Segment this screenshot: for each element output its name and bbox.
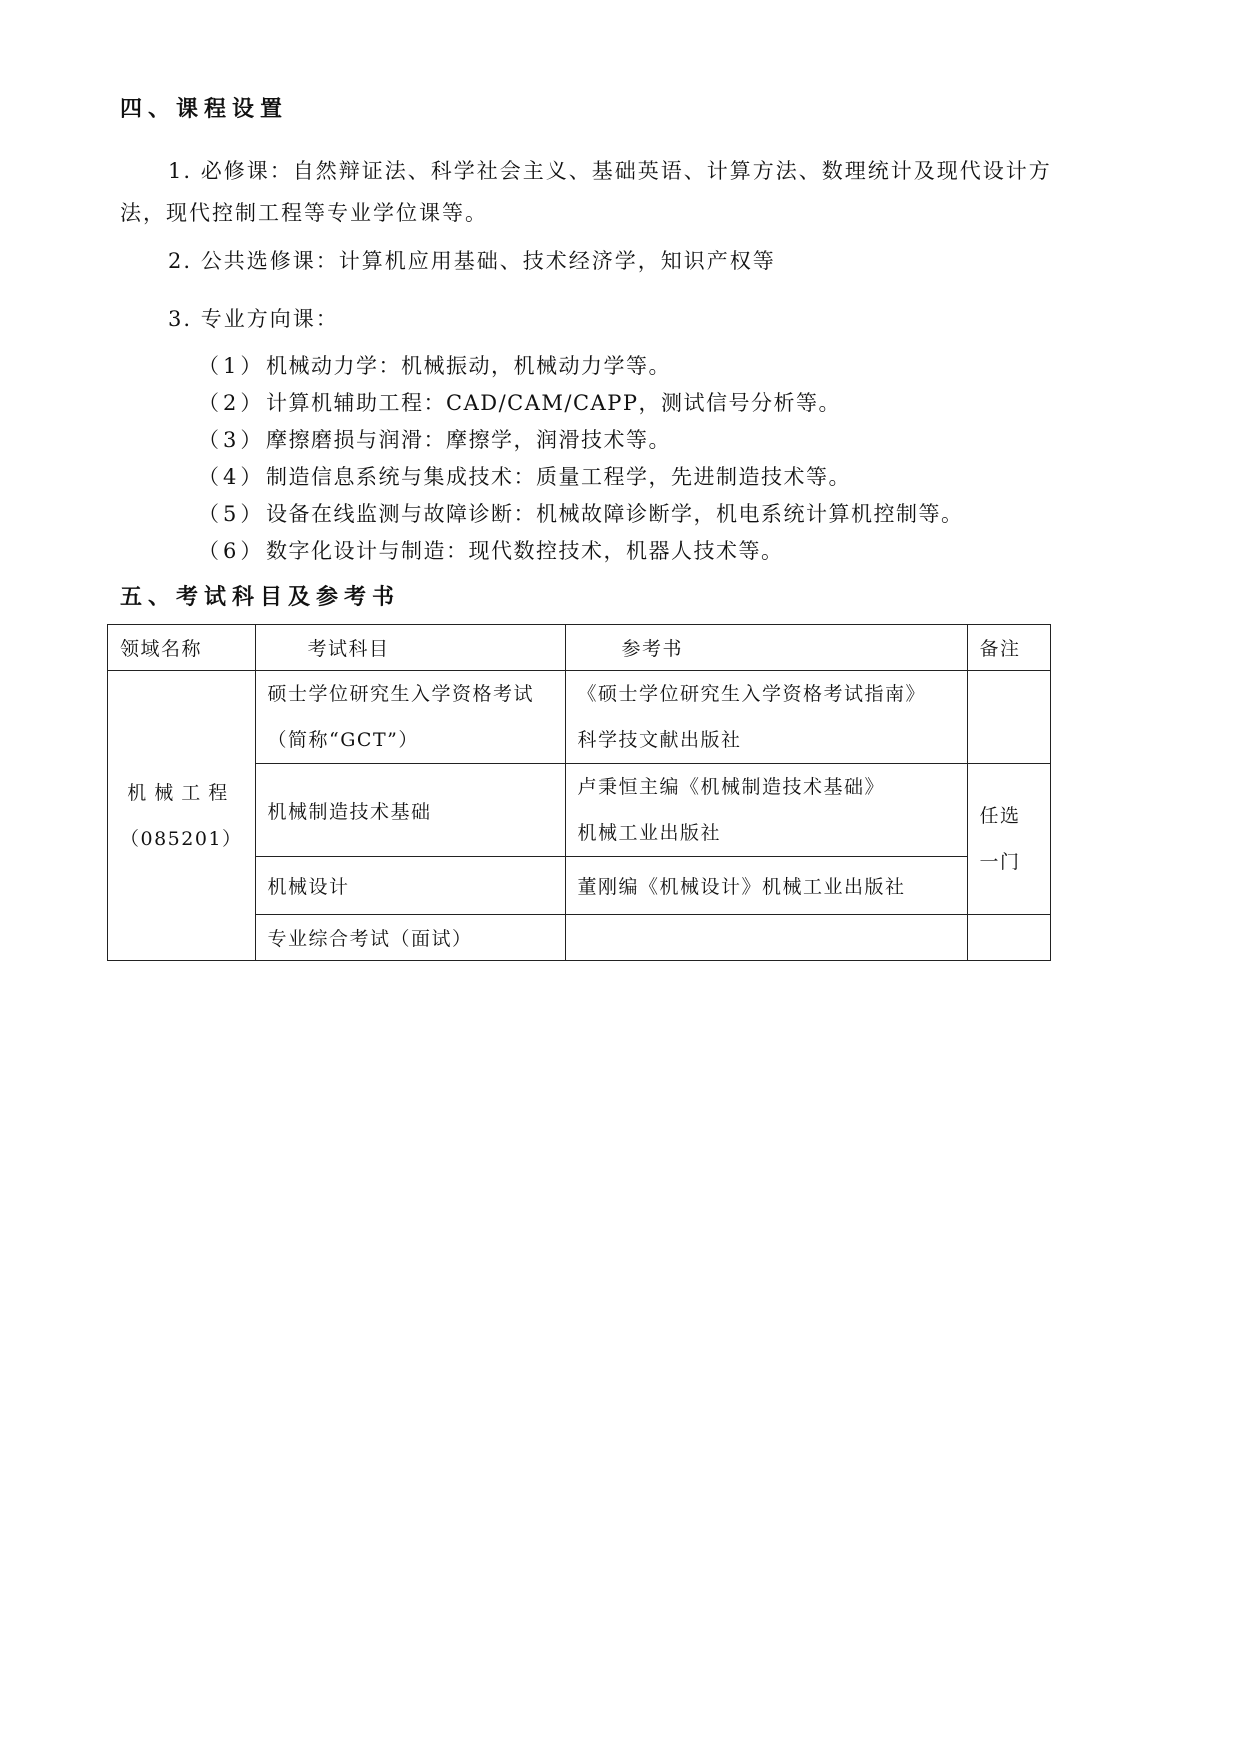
- note-cell: [967, 764, 1050, 915]
- direction-item-text: 数字化设计与制造：现代数控技术，机器人技术等。: [266, 539, 784, 563]
- reference-line: 机械工业出版社: [577, 822, 722, 844]
- reference-cell: [565, 915, 967, 961]
- header-reference: 参考书: [565, 625, 967, 671]
- public-electives: 2. 公共选修课：计算机应用基础、技术经济学，知识产权等: [168, 249, 776, 273]
- note-line: 一门: [979, 851, 1021, 873]
- direction-item-number: （5）: [198, 502, 266, 526]
- header-field: 领域名称: [108, 625, 256, 671]
- subject-cell: 机械制造技术基础: [255, 764, 565, 857]
- subject-cell: 机械设计: [255, 857, 565, 915]
- direction-item-text: 摩擦磨损与润滑：摩擦学，润滑技术等。: [266, 428, 671, 452]
- exam-subjects-table: [107, 624, 1051, 961]
- table-row: [108, 671, 1051, 764]
- direction-item-text: 计算机辅助工程：CAD/CAM/CAPP，测试信号分析等。: [266, 391, 841, 415]
- direction-item-text: 机械动力学：机械振动，机械动力学等。: [266, 354, 671, 378]
- reference-line: 《硕士学位研究生入学资格考试指南》: [577, 683, 927, 705]
- reference-line: 卢秉恒主编《机械制造技术基础》: [577, 776, 886, 798]
- direction-item-number: （4）: [198, 465, 266, 489]
- note-line: 任选: [979, 805, 1021, 827]
- header-note: 备注: [967, 625, 1050, 671]
- subject-cell: 专业综合考试（面试）: [255, 915, 565, 961]
- subject-line: 硕士学位研究生入学资格考试: [267, 683, 535, 705]
- subject-line: （简称“GCT”）: [267, 729, 419, 751]
- direction-item-number: （2）: [198, 391, 266, 415]
- direction-item: [198, 424, 671, 454]
- reference-cell: [565, 764, 967, 857]
- direction-courses-label: 3. 专业方向课：: [168, 307, 339, 331]
- reference-line: 科学技文献出版社: [577, 729, 742, 751]
- direction-item-text: 设备在线监测与故障诊断：机械故障诊断学，机电系统计算机控制等。: [266, 502, 964, 526]
- reference-cell: 董刚编《机械设计》机械工业出版社: [565, 857, 967, 915]
- subject-cell: [255, 671, 565, 764]
- field-cell: [108, 671, 256, 961]
- section-4-heading: 四、课程设置: [120, 97, 289, 122]
- field-name: 机械工程: [127, 781, 236, 804]
- reference-cell: [565, 671, 967, 764]
- section-5-heading: 五、考试科目及参考书: [120, 585, 401, 610]
- note-cell-empty: [967, 915, 1050, 961]
- direction-item: [198, 535, 784, 565]
- direction-item-text: 制造信息系统与集成技术：质量工程学，先进制造技术等。: [266, 465, 851, 489]
- direction-item-number: （3）: [198, 428, 266, 452]
- direction-item: [198, 350, 671, 380]
- note-cell-empty: [967, 671, 1050, 764]
- direction-item: [198, 498, 964, 528]
- direction-item-number: （1）: [198, 354, 266, 378]
- direction-item: [198, 387, 841, 417]
- direction-item: [198, 461, 851, 491]
- table-header-row: [108, 625, 1051, 671]
- header-subject: 考试科目: [255, 625, 565, 671]
- required-courses-line1: 1. 必修课：自然辩证法、科学社会主义、基础英语、计算方法、数理统计及现代设计方: [168, 159, 1052, 183]
- required-courses-line2: 法，现代控制工程等专业学位课等。: [120, 201, 488, 225]
- direction-item-number: （6）: [198, 539, 266, 563]
- field-code: （085201）: [120, 827, 243, 850]
